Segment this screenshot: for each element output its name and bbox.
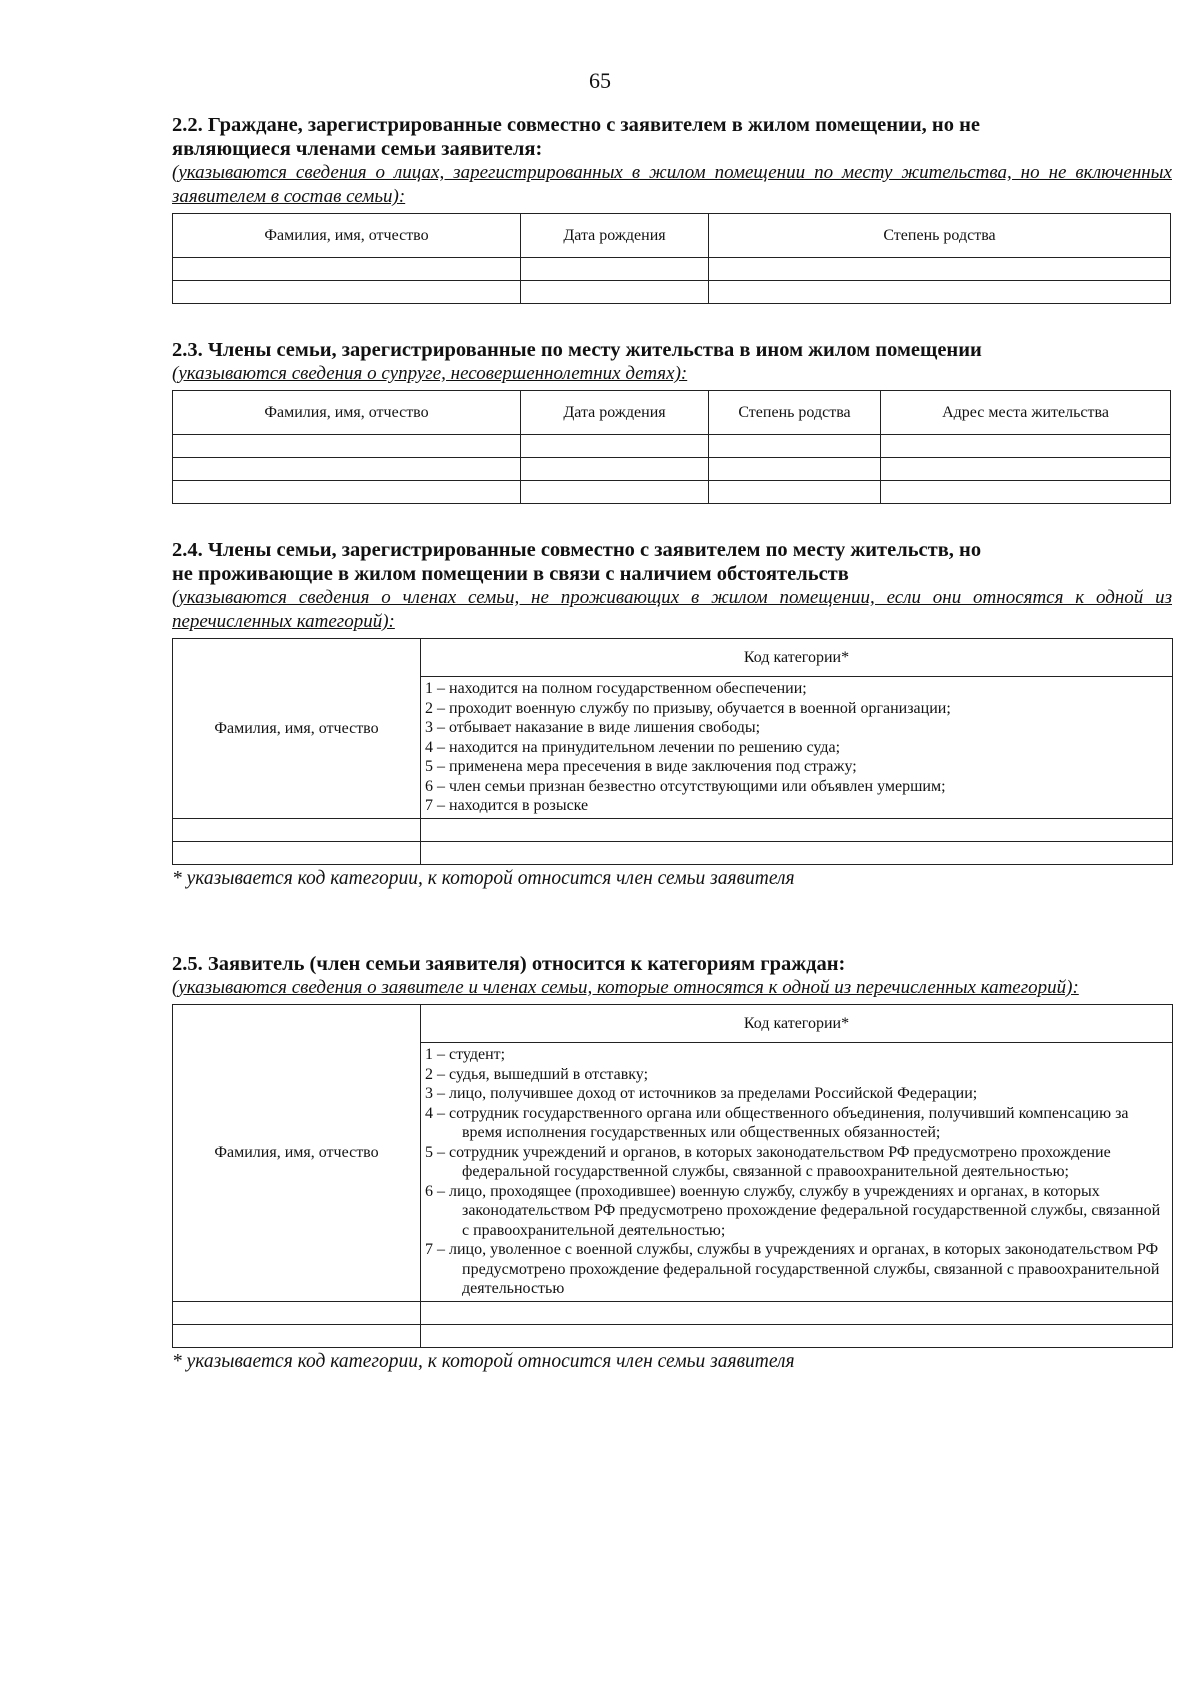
column-header: Фамилия, имя, отчество — [173, 391, 521, 435]
category-item: 5 – сотрудник учреждений и органов, в которых законодательством РФ предусмотрено прохождение федеральной государственной службы, связанной с правоохранительной деятельностью; — [425, 1143, 1111, 1180]
section-2-4-heading: 2.4. Члены семьи, зарегистрированные совместно с заявителем по месту жительств, но не проживающие в жилом помещении в связи с наличием обстоятельств — [172, 539, 982, 585]
code-column-header: Код категории* — [421, 1005, 1173, 1043]
name-column-header: Фамилия, имя, отчество — [173, 639, 421, 819]
table-row[interactable] — [173, 481, 1171, 504]
table-2-5 — [172, 1004, 1173, 1348]
section-2-4 — [172, 538, 1172, 890]
column-header: Фамилия, имя, отчество — [173, 214, 521, 258]
section-2-4-note: (указываются сведения о членах семьи, не проживающих в жилом помещении, если они относятся к одной из перечисленных категорий): — [172, 587, 1172, 632]
category-list — [421, 677, 1172, 818]
category-item: 3 – лицо, получившее доход от источников за пределами Российской Федерации; — [425, 1085, 978, 1102]
category-item: 2 – судья, вышедший в отставку; — [425, 1065, 649, 1083]
table-row[interactable] — [173, 258, 1171, 281]
table-row[interactable] — [173, 435, 1171, 458]
category-item: 4 – находится на принудительном лечении по решению суда; — [425, 738, 841, 756]
section-2-5 — [172, 952, 1172, 1373]
table-row[interactable] — [173, 458, 1171, 481]
footnote: * указывается код категории, к которой относится член семьи заявителя — [172, 1350, 795, 1372]
table-row[interactable] — [173, 1324, 1173, 1347]
section-2-2-heading: 2.2. Граждане, зарегистрированные совместно с заявителем в жилом помещении, но не являющиеся членами семьи заявителя: — [172, 114, 980, 160]
category-item: 4 – сотрудник государственного органа или общественного объединения, получивший компенсацию за время исполнения государственных или общественных обязанностей; — [425, 1104, 1129, 1141]
column-header: Степень родства — [709, 214, 1171, 258]
column-header: Адрес места жительства — [881, 391, 1171, 435]
category-list — [421, 1043, 1172, 1301]
section-2-2 — [172, 113, 1172, 304]
category-item: 1 – находится на полном государственном обеспечении; — [425, 680, 807, 697]
section-2-2-note: (указываются сведения о лицах, зарегистрированных в жилом помещении по месту жительства, но не включенных заявителем в состав семьи): — [172, 162, 1172, 207]
table-row[interactable] — [173, 818, 1173, 841]
table-row[interactable] — [173, 281, 1171, 304]
section-2-5-heading: 2.5. Заявитель (член семьи заявителя) относится к категориям граждан: — [172, 953, 846, 975]
table-row[interactable] — [173, 841, 1173, 864]
table-2-4 — [172, 638, 1173, 865]
section-2-5-note: (указываются сведения о заявителе и членах семьи, которые относятся к одной из перечисленных категорий): — [172, 977, 1079, 998]
category-item: 5 – применена мера пресечения в виде заключения под стражу; — [425, 758, 857, 775]
column-header: Степень родства — [709, 391, 881, 435]
table-2-3 — [172, 390, 1171, 504]
section-2-3-heading: 2.3. Члены семьи, зарегистрированные по месту жительства в ином жилом помещении — [172, 339, 982, 361]
name-column-header: Фамилия, имя, отчество — [173, 1005, 421, 1302]
column-header: Дата рождения — [521, 391, 709, 435]
section-2-3-note: (указываются сведения о супруге, несовершеннолетних детях): — [172, 363, 688, 384]
category-item: 7 – находится в розыске — [425, 797, 589, 814]
section-2-3 — [172, 338, 1172, 504]
table-2-2 — [172, 213, 1171, 304]
category-item: 7 – лицо, уволенное с военной службы, службы в учреждениях и органах, в которых законодательством РФ предусмотрено прохождение федеральной государственной службы, связанной с правоохранительной деятельностью — [425, 1241, 1160, 1297]
footnote: * указывается код категории, к которой относится член семьи заявителя — [172, 867, 795, 889]
category-item: 2 – проходит военную службу по призыву, обучается в военной организации; — [425, 699, 951, 717]
category-codes-cell — [421, 1043, 1173, 1302]
category-item: 1 – студент; — [425, 1046, 506, 1063]
category-item: 6 – член семьи признан безвестно отсутствующими или объявлен умершим; — [425, 777, 946, 795]
code-column-header: Код категории* — [421, 639, 1173, 677]
category-item: 6 – лицо, проходящее (проходившее) военную службу, службу в учреждениях и органах, в которых законодательством РФ предусмотрено прохождение федеральной государственной службы, связанной с правоохранительной деятельностью; — [425, 1182, 1161, 1239]
page-number: 65 — [589, 68, 611, 93]
category-codes-cell — [421, 677, 1173, 819]
category-item: 3 – отбывает наказание в виде лишения свободы; — [425, 719, 761, 736]
column-header: Дата рождения — [521, 214, 709, 258]
table-row[interactable] — [173, 1301, 1173, 1324]
